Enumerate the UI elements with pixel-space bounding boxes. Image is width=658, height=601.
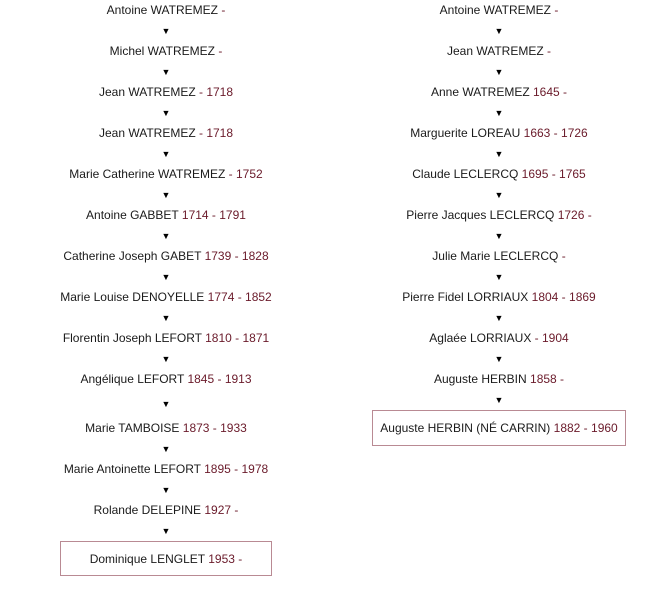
descent-arrow-icon: ▼ bbox=[161, 485, 171, 495]
person-node[interactable] bbox=[55, 125, 277, 141]
person-dates: 1663 - 1726 bbox=[523, 126, 588, 140]
person-dates: - 1718 bbox=[199, 126, 234, 140]
person-node[interactable] bbox=[372, 330, 626, 346]
person-node[interactable] bbox=[372, 166, 626, 182]
person-node[interactable] bbox=[55, 248, 277, 264]
person-node[interactable] bbox=[55, 420, 277, 436]
descent-arrow-icon: ▼ bbox=[161, 399, 171, 409]
person-name[interactable]: Claude LECLERCQ bbox=[412, 167, 519, 181]
person-dates: 1804 - 1869 bbox=[531, 290, 596, 304]
person-name[interactable]: Antoine WATREMEZ bbox=[106, 3, 218, 17]
person-name[interactable]: Anne WATREMEZ bbox=[430, 85, 530, 99]
descent-arrow-icon: ▼ bbox=[161, 149, 171, 159]
person-name[interactable]: Jean WATREMEZ bbox=[98, 126, 196, 140]
person-node[interactable] bbox=[55, 289, 277, 305]
descent-arrow-icon: ▼ bbox=[494, 395, 504, 405]
person-node[interactable] bbox=[372, 289, 626, 305]
person-dates: 1882 - 1960 bbox=[553, 421, 618, 435]
person-node[interactable] bbox=[372, 207, 626, 223]
person-dates: - 1904 bbox=[534, 331, 569, 345]
root-person-box[interactable] bbox=[60, 541, 272, 576]
person-node[interactable] bbox=[55, 371, 277, 387]
descent-arrow-icon: ▼ bbox=[161, 231, 171, 241]
person-dates: 1645 - bbox=[533, 85, 568, 99]
person-name[interactable]: Auguste HERBIN (NÉ CARRIN) bbox=[380, 421, 551, 435]
person-dates: - bbox=[221, 3, 226, 17]
person-name[interactable]: Pierre Jacques LECLERCQ bbox=[406, 208, 555, 222]
person-name[interactable]: Antoine WATREMEZ bbox=[439, 3, 551, 17]
descent-arrow-icon: ▼ bbox=[161, 313, 171, 323]
person-node[interactable] bbox=[55, 330, 277, 346]
person-name[interactable]: Rolande DELEPINE bbox=[93, 503, 201, 517]
person-dates: 1858 - bbox=[530, 372, 565, 386]
person-name[interactable]: Jean WATREMEZ bbox=[446, 44, 544, 58]
person-node[interactable] bbox=[372, 248, 626, 264]
person-node[interactable] bbox=[55, 84, 277, 100]
descent-arrow-icon: ▼ bbox=[161, 272, 171, 282]
person-dates: 1774 - 1852 bbox=[207, 290, 272, 304]
person-node[interactable] bbox=[55, 2, 277, 18]
person-dates: 1845 - 1913 bbox=[187, 372, 252, 386]
person-dates: 1695 - 1765 bbox=[521, 167, 586, 181]
person-name[interactable]: Marie Louise DENOYELLE bbox=[60, 290, 205, 304]
person-node[interactable] bbox=[55, 461, 277, 477]
person-dates: - 1718 bbox=[199, 85, 234, 99]
descent-arrow-icon: ▼ bbox=[494, 272, 504, 282]
person-dates: - bbox=[218, 44, 223, 58]
descent-arrow-icon: ▼ bbox=[494, 108, 504, 118]
person-name[interactable]: Marie Catherine WATREMEZ bbox=[69, 167, 226, 181]
person-name[interactable]: Pierre Fidel LORRIAUX bbox=[402, 290, 529, 304]
descent-arrow-icon: ▼ bbox=[161, 67, 171, 77]
person-name[interactable]: Catherine Joseph GABET bbox=[63, 249, 202, 263]
person-dates: 1895 - 1978 bbox=[204, 462, 269, 476]
person-node[interactable] bbox=[55, 166, 277, 182]
person-node[interactable] bbox=[372, 84, 626, 100]
person-dates: - bbox=[561, 249, 566, 263]
person-dates: 1873 - 1933 bbox=[182, 421, 247, 435]
person-dates: 1714 - 1791 bbox=[181, 208, 246, 222]
person-name[interactable]: Jean WATREMEZ bbox=[98, 85, 196, 99]
person-name[interactable]: Marguerite LOREAU bbox=[410, 126, 521, 140]
descent-arrow-icon: ▼ bbox=[161, 526, 171, 536]
person-name[interactable]: Dominique LENGLET bbox=[89, 551, 205, 566]
descent-arrow-icon: ▼ bbox=[494, 149, 504, 159]
descent-arrow-icon: ▼ bbox=[161, 444, 171, 454]
descent-arrow-icon: ▼ bbox=[161, 190, 171, 200]
descent-arrow-icon: ▼ bbox=[494, 67, 504, 77]
person-name[interactable]: Angélique LEFORT bbox=[80, 372, 185, 386]
person-name[interactable]: Marie Antoinette LEFORT bbox=[63, 462, 201, 476]
person-node[interactable] bbox=[372, 2, 626, 18]
descent-arrow-icon: ▼ bbox=[494, 354, 504, 364]
person-name[interactable]: Florentin Joseph LEFORT bbox=[62, 331, 202, 345]
descent-arrow-icon: ▼ bbox=[161, 108, 171, 118]
person-dates: 1953 - bbox=[208, 551, 243, 566]
person-dates: 1739 - 1828 bbox=[204, 249, 269, 263]
descent-arrow-icon: ▼ bbox=[161, 354, 171, 364]
person-name[interactable]: Auguste HERBIN bbox=[433, 372, 527, 386]
person-name[interactable]: Aglaée LORRIAUX bbox=[429, 331, 532, 345]
person-name[interactable]: Antoine GABBET bbox=[86, 208, 179, 222]
person-name[interactable]: Michel WATREMEZ bbox=[109, 44, 215, 58]
descent-arrow-icon: ▼ bbox=[494, 231, 504, 241]
descent-arrow-icon: ▼ bbox=[494, 313, 504, 323]
person-node[interactable] bbox=[372, 43, 626, 59]
descent-arrow-icon: ▼ bbox=[494, 26, 504, 36]
person-dates: 1927 - bbox=[204, 503, 239, 517]
person-node[interactable] bbox=[55, 207, 277, 223]
person-dates: 1726 - bbox=[557, 208, 592, 222]
person-dates: 1810 - 1871 bbox=[205, 331, 270, 345]
person-dates: - 1752 bbox=[228, 167, 263, 181]
person-node[interactable] bbox=[372, 371, 626, 387]
person-name[interactable]: Julie Marie LECLERCQ bbox=[432, 249, 559, 263]
person-name[interactable]: Marie TAMBOISE bbox=[85, 421, 180, 435]
person-node[interactable] bbox=[372, 125, 626, 141]
descent-arrow-icon: ▼ bbox=[161, 26, 171, 36]
person-node[interactable] bbox=[55, 43, 277, 59]
descent-arrow-icon: ▼ bbox=[494, 190, 504, 200]
person-dates: - bbox=[547, 44, 552, 58]
person-dates: - bbox=[554, 3, 559, 17]
root-person-box[interactable] bbox=[372, 410, 626, 446]
person-node[interactable] bbox=[55, 502, 277, 518]
